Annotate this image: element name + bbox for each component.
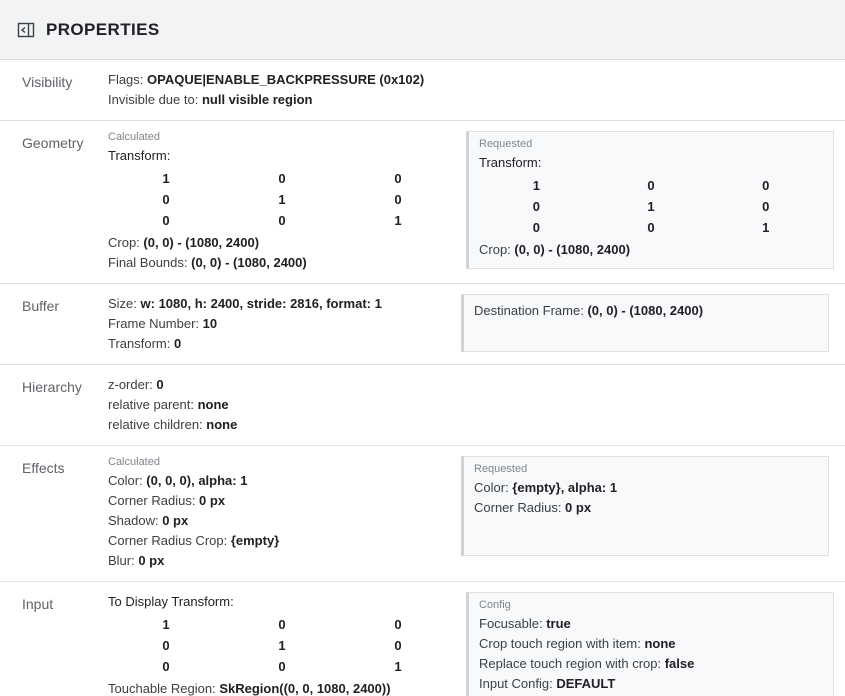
matrix-cell: 0 (532, 199, 540, 214)
visibility-flags-value: OPAQUE|ENABLE_BACKPRESSURE (0x102) (147, 72, 425, 87)
matrix-cell: 0 (647, 178, 655, 193)
input-crop-touch-key: Crop touch region with item: (479, 636, 645, 651)
effects-calculated (108, 456, 461, 571)
section-label-effects: Effects (22, 460, 65, 476)
input-touchable-region-value: SkRegion((0, 0, 1080, 2400)) (219, 681, 391, 696)
matrix-cell: 0 (278, 213, 286, 228)
effects-requested-color-key: Color: (474, 480, 513, 495)
matrix-row (108, 168, 456, 189)
section-visibility (0, 60, 845, 121)
input-crop-touch-value: none (644, 636, 676, 651)
geometry-requested-crop-key: Crop: (479, 242, 515, 257)
matrix-row (108, 635, 456, 656)
input-touchable-region-key: Touchable Region: (108, 681, 220, 696)
effects-requested-color-row (474, 478, 818, 498)
effects-blur-value: 0 px (138, 553, 165, 568)
geometry-requested-matrix (479, 175, 823, 238)
matrix-cell: 1 (162, 171, 170, 186)
matrix-cell: 0 (162, 638, 170, 653)
matrix-row (479, 217, 823, 238)
geometry-requested-title: Requested (479, 138, 533, 150)
visibility-invisible-key: Invisible due to: (108, 92, 202, 107)
matrix-cell: 0 (394, 192, 402, 207)
matrix-cell: 1 (394, 659, 402, 674)
effects-requested-color-value: {empty}, alpha: 1 (512, 480, 618, 495)
section-label-input: Input (22, 596, 54, 612)
effects-requested (461, 456, 829, 556)
page-title: PROPERTIES (46, 19, 160, 39)
geometry-requested-crop-value: (0, 0) - (1080, 2400) (514, 242, 631, 257)
properties-panel-icon[interactable] (16, 20, 36, 40)
input-replace-touch-value: false (664, 656, 695, 671)
buffer-size-key: Size: (108, 296, 141, 311)
buffer-transform-row (108, 334, 451, 354)
hierarchy-right-empty (461, 375, 829, 435)
section-label-buffer: Buffer (22, 298, 60, 314)
visibility-flags-key: Flags: (108, 72, 148, 87)
buffer-destination-value: (0, 0) - (1080, 2400) (587, 303, 704, 318)
section-label-geometry: Geometry (22, 135, 84, 151)
matrix-row (479, 196, 823, 217)
geometry-calculated-matrix (108, 168, 456, 231)
effects-corner-radius-key: Corner Radius: (108, 493, 200, 508)
matrix-cell: 0 (394, 638, 402, 653)
matrix-cell: 1 (762, 220, 770, 235)
effects-requested-wrap (461, 456, 829, 571)
geometry-requested-crop-row (479, 240, 823, 260)
input-touchable-region-row (108, 679, 456, 696)
matrix-cell: 0 (278, 617, 286, 632)
matrix-cell: 0 (162, 659, 170, 674)
hierarchy-relative-children-value: none (206, 417, 238, 432)
effects-calculated-title: Calculated (108, 456, 160, 468)
geometry-requested-transform-key: Transform: (479, 155, 542, 170)
panel-header (0, 0, 845, 60)
input-config-title: Config (479, 599, 511, 611)
input-focusable-key: Focusable: (479, 616, 547, 631)
input-replace-touch-key: Replace touch region with crop: (479, 656, 665, 671)
input-config-key: Input Config: (479, 676, 557, 691)
input-config-value: DEFAULT (556, 676, 616, 691)
sections-container (0, 60, 845, 696)
matrix-row (108, 656, 456, 677)
input-config-value-row (479, 674, 823, 694)
input-focusable-value: true (546, 616, 571, 631)
matrix-row (108, 210, 456, 231)
hierarchy-relative-parent-row (108, 395, 451, 415)
effects-requested-corner-radius-row (474, 498, 818, 518)
buffer-destination-frame (461, 294, 829, 352)
matrix-cell: 0 (762, 199, 770, 214)
matrix-cell: 0 (162, 213, 170, 228)
matrix-cell: 0 (278, 171, 286, 186)
effects-corner-radius-crop-key: Corner Radius Crop: (108, 533, 231, 548)
hierarchy-relative-children-key: relative children: (108, 417, 207, 432)
buffer-size-value: w: 1080, h: 2400, stride: 2816, format: 1 (140, 296, 382, 311)
matrix-cell: 1 (278, 638, 286, 653)
buffer-frame-number-value: 10 (202, 316, 218, 331)
geometry-calculated-bounds-key: Final Bounds: (108, 255, 192, 270)
effects-color-key: Color: (108, 473, 147, 488)
matrix-cell: 0 (647, 220, 655, 235)
matrix-cell: 1 (394, 213, 402, 228)
geometry-calculated-crop-key: Crop: (108, 235, 144, 250)
geometry-calculated (108, 131, 466, 273)
effects-requested-corner-radius-key: Corner Radius: (474, 500, 566, 515)
matrix-row (108, 189, 456, 210)
section-label-visibility: Visibility (22, 74, 73, 90)
matrix-cell: 0 (162, 192, 170, 207)
matrix-cell: 1 (532, 178, 540, 193)
section-geometry (0, 121, 845, 284)
geometry-calculated-title: Calculated (108, 131, 160, 143)
visibility-right-empty (461, 70, 829, 110)
input-crop-touch-row (479, 634, 823, 654)
geometry-calculated-bounds-value: (0, 0) - (1080, 2400) (191, 255, 307, 270)
effects-color-value: (0, 0, 0), alpha: 1 (146, 473, 248, 488)
section-label-hierarchy: Hierarchy (22, 379, 82, 395)
effects-corner-radius-crop-value: {empty} (230, 533, 280, 548)
effects-color-row (108, 471, 451, 491)
hierarchy-relative-children-row (108, 415, 451, 435)
buffer-transform-value: 0 (173, 336, 182, 351)
buffer-details (108, 294, 461, 354)
effects-blur-key: Blur: (108, 553, 139, 568)
matrix-cell: 1 (647, 199, 655, 214)
input-config-wrap (466, 592, 834, 696)
effects-shadow-value: 0 px (162, 513, 189, 528)
effects-blur-row (108, 551, 451, 571)
geometry-requested-wrap (466, 131, 834, 273)
visibility-invisible-row (108, 90, 451, 110)
section-input (0, 582, 845, 696)
visibility-details (108, 70, 461, 110)
effects-shadow-key: Shadow: (108, 513, 163, 528)
effects-corner-radius-value: 0 px (199, 493, 226, 508)
buffer-frame-number-key: Frame Number: (108, 316, 203, 331)
matrix-cell: 1 (162, 617, 170, 632)
effects-shadow-row (108, 511, 451, 531)
buffer-frame-number-row (108, 314, 451, 334)
hierarchy-details (108, 375, 461, 435)
hierarchy-zorder-row (108, 375, 451, 395)
matrix-cell: 0 (394, 617, 402, 632)
visibility-invisible-value: null visible region (201, 92, 313, 107)
buffer-transform-key: Transform: (108, 336, 174, 351)
hierarchy-zorder-value: 0 (156, 377, 164, 392)
effects-corner-radius-row (108, 491, 451, 511)
geometry-calculated-crop-row (108, 233, 456, 253)
matrix-cell: 1 (278, 192, 286, 207)
hierarchy-relative-parent-value: none (197, 397, 229, 412)
matrix-row (108, 614, 456, 635)
visibility-flags-row (108, 70, 451, 90)
matrix-row (479, 175, 823, 196)
input-replace-touch-row (479, 654, 823, 674)
input-focusable-row (479, 614, 823, 634)
buffer-destination-key: Destination Frame: (474, 303, 588, 318)
input-matrix (108, 614, 456, 677)
input-display-transform-key: To Display Transform: (108, 594, 234, 609)
geometry-calculated-bounds-row (108, 253, 456, 273)
effects-requested-corner-radius-value: 0 px (565, 500, 592, 515)
section-buffer (0, 284, 845, 365)
geometry-calculated-crop-value: (0, 0) - (1080, 2400) (143, 235, 260, 250)
effects-corner-radius-crop-row (108, 531, 451, 551)
geometry-requested (466, 131, 834, 269)
matrix-cell: 0 (762, 178, 770, 193)
buffer-destination-wrap (461, 294, 829, 354)
matrix-cell: 0 (394, 171, 402, 186)
hierarchy-relative-parent-key: relative parent: (108, 397, 198, 412)
effects-requested-title: Requested (474, 463, 528, 475)
matrix-cell: 0 (278, 659, 286, 674)
buffer-destination-row (474, 301, 818, 321)
section-effects (0, 446, 845, 582)
buffer-size-row (108, 294, 451, 314)
input-details (108, 592, 466, 696)
hierarchy-zorder-key: z-order: (108, 377, 157, 392)
geometry-calculated-transform-key: Transform: (108, 148, 171, 163)
input-config (466, 592, 834, 696)
matrix-cell: 0 (532, 220, 540, 235)
section-hierarchy (0, 365, 845, 446)
